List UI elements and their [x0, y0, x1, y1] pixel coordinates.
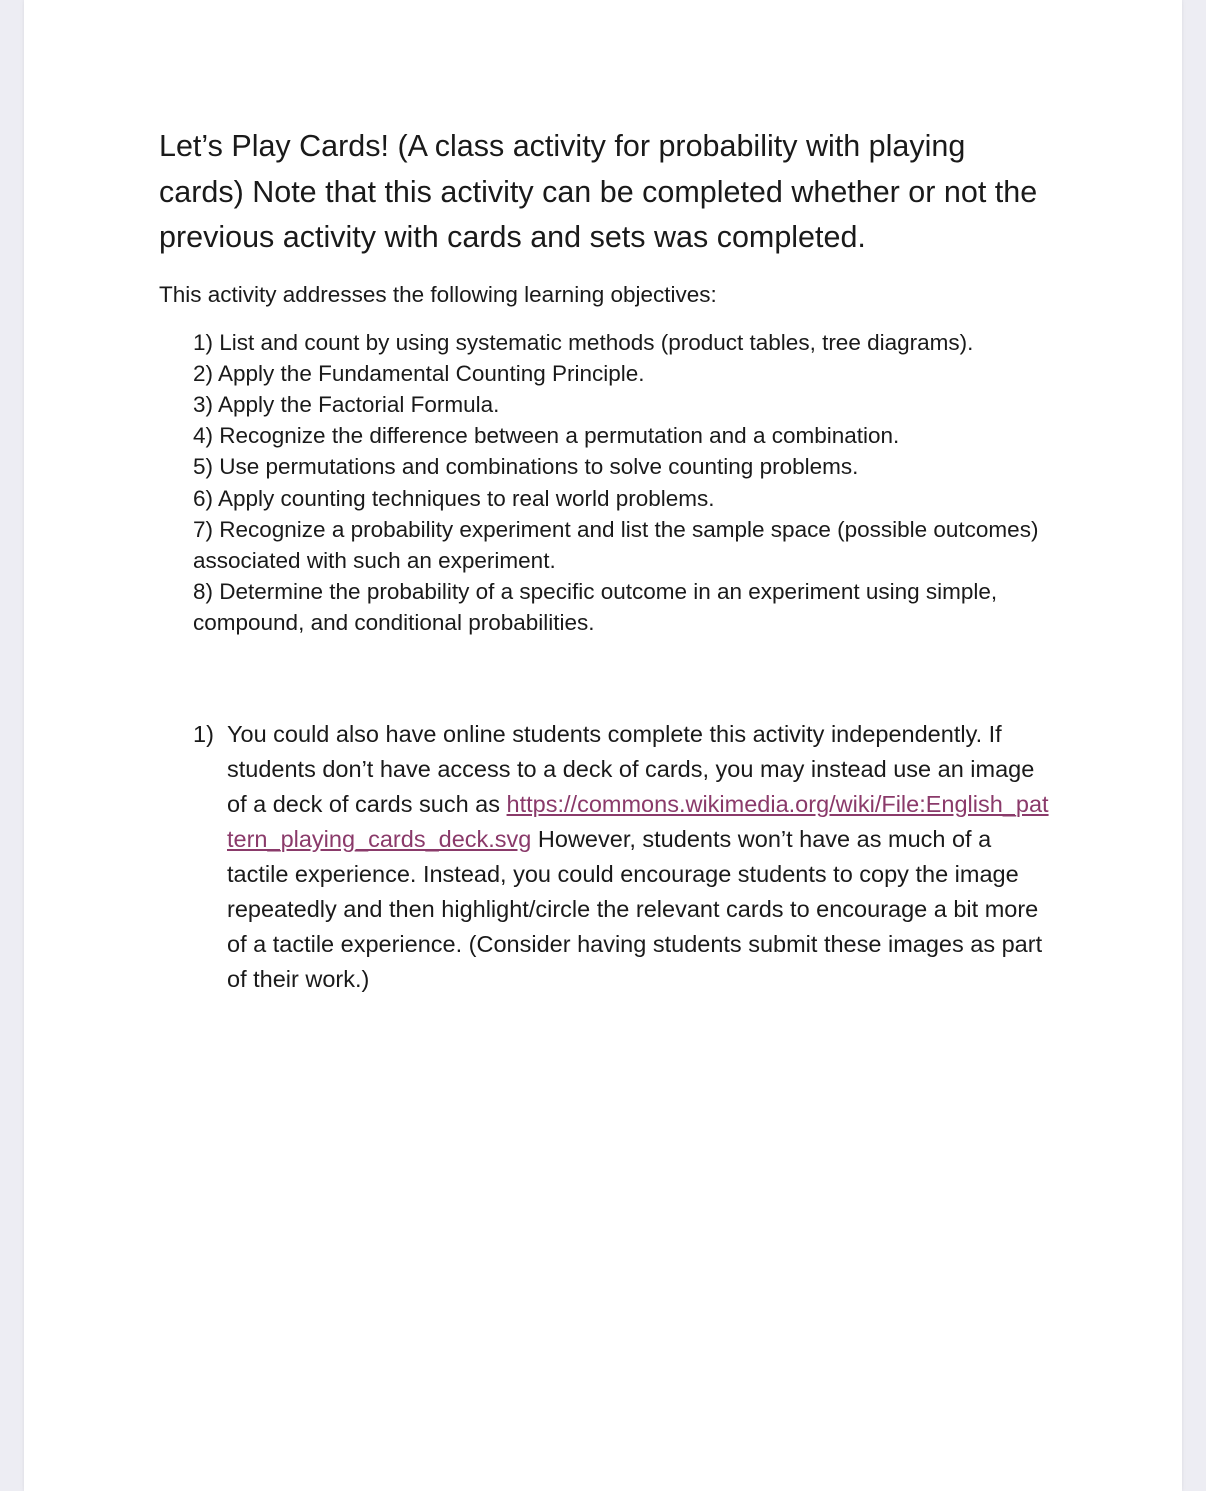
- note-number: 1): [193, 720, 214, 747]
- page-content: [159, 124, 1054, 997]
- wikimedia-link[interactable]: https://commons.wikimedia.org/wiki/File:English_pattern_playing_cards_deck.svg: [227, 790, 1049, 852]
- note-text-before: You could also have online students complete this activity independently. If students don’t have access to a deck of cards, you may instead use an image of a deck of cards such as: [227, 720, 1035, 817]
- notes-list: [159, 717, 1054, 997]
- objective-item: 6) Apply counting techniques to real world problems.: [193, 485, 715, 511]
- note-text-after: However, students won’t have as much of a tactile experience. Instead, you could encourage students to copy the image repeatedly and then highlight/circle the relevant cards to encourage a bit more of a tactile experience. (Consider having students submit these images as part of their work.): [227, 825, 1043, 992]
- document-title: Let’s Play Cards! (A class activity for probability with playing cards) Note that this activity can be completed whether or not the previous activity with cards and sets was completed.: [159, 129, 1038, 254]
- objective-item: 1) List and count by using systematic methods (product tables, tree diagrams).: [193, 329, 974, 355]
- objectives-intro: This activity addresses the following learning objectives:: [159, 281, 717, 307]
- objective-item: 2) Apply the Fundamental Counting Principle.: [193, 360, 645, 386]
- objective-item: 5) Use permutations and combinations to solve counting problems.: [193, 454, 859, 480]
- objectives-list: [159, 327, 1054, 639]
- objective-item: 3) Apply the Factorial Formula.: [193, 391, 500, 417]
- objective-item: 7) Recognize a probability experiment and list the sample space (possible outcomes) associated with such an experiment.: [193, 516, 1039, 573]
- objective-item: 8) Determine the probability of a specific outcome in an experiment using simple, compound, and conditional probabilities.: [193, 579, 998, 636]
- objective-item: 4) Recognize the difference between a permutation and a combination.: [193, 423, 900, 449]
- note-item: [193, 717, 1054, 997]
- document-page: [24, 0, 1182, 1491]
